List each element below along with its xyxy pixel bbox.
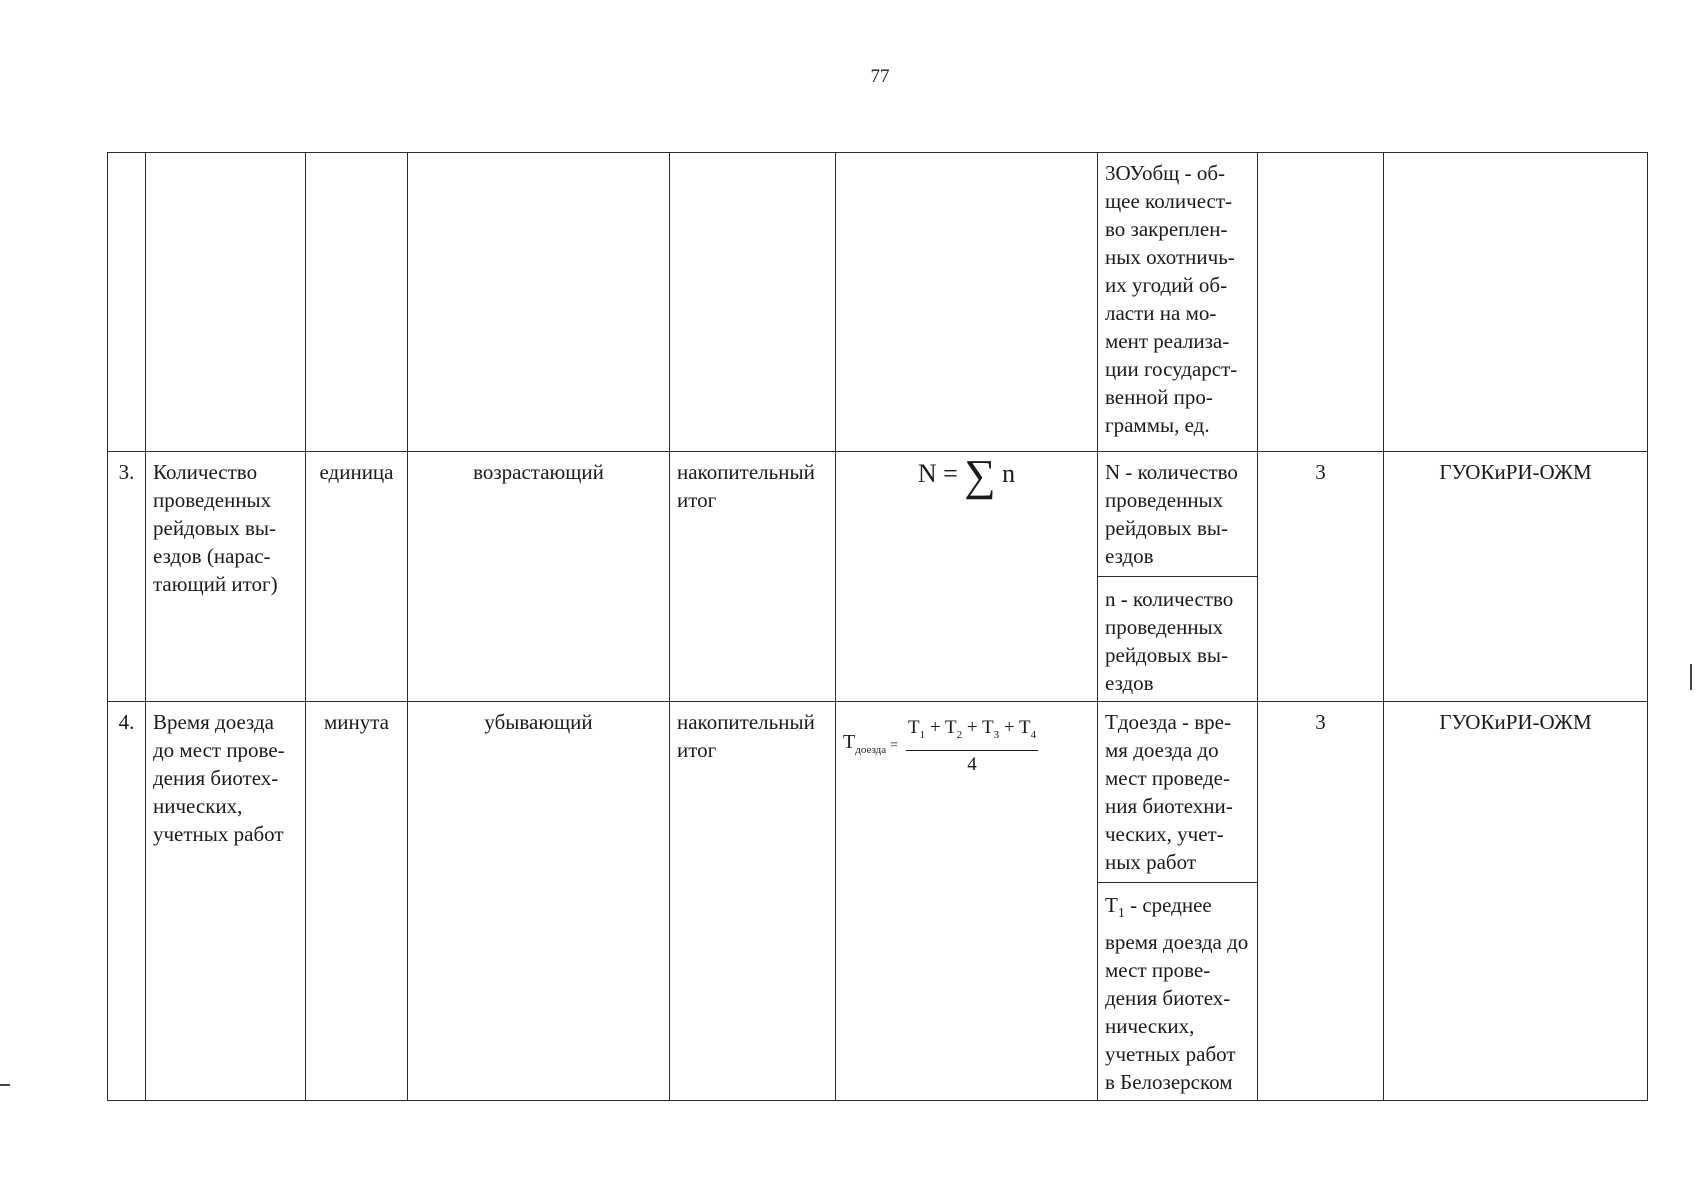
cell-description: 3ОУобщ - об-щее количест-во закреплен-ных охотничь-их угодий об-ласти на мо-мент реализа-ции государст-венной про-граммы, ед.	[1098, 153, 1258, 452]
description-part: n - количество проведенных рейдовых вы-ездов	[1105, 587, 1234, 695]
formula-lhs: N	[917, 459, 937, 488]
description-part: $T_1$ - среднее время доезда до мест прове-дения биотех-нических, учетных работ в Белозерском	[1105, 893, 1249, 1095]
cell-empty	[1384, 153, 1648, 452]
indicator-name: Количество проведенных рейдовых вы-ездов (нарас-тающий итог)	[146, 452, 306, 702]
code-cell: 3	[1258, 702, 1384, 1101]
description-cell	[1098, 452, 1258, 702]
unit-cell: единица	[306, 452, 408, 702]
row-number: 3.	[108, 452, 146, 702]
row-number: 4.	[108, 702, 146, 1101]
sigma-symbol: ∑	[964, 451, 996, 500]
formula-rhs: n	[1002, 459, 1016, 488]
formula-eq: =	[943, 459, 958, 488]
description-part: N - количество проведенных рейдовых вы-ездов	[1098, 452, 1257, 577]
table-row	[108, 702, 1648, 1101]
cell-empty	[108, 153, 146, 452]
scan-mark	[0, 1084, 10, 1086]
agency-cell: ГУОКиРИ-ОЖМ	[1384, 452, 1648, 702]
cell-empty	[1258, 153, 1384, 452]
cell-empty	[670, 153, 836, 452]
cell-empty	[306, 153, 408, 452]
trend-cell: возрастающий	[408, 452, 670, 702]
formula-eq: =	[890, 738, 898, 754]
formula-cell	[836, 452, 1098, 702]
table-row-continued	[108, 153, 1648, 452]
type-cell: накопительный итог	[670, 452, 836, 702]
indicator-name: Время доезда до мест прове-дения биотех-нических, учетных работ	[146, 702, 306, 1101]
fraction-numerator: $T_1 + T_2 + T_3 + T_4$	[906, 714, 1038, 751]
formula-cell	[836, 702, 1098, 1101]
table-row	[108, 452, 1648, 702]
trend-cell: убывающий	[408, 702, 670, 1101]
description-cell	[1098, 702, 1258, 1101]
cell-empty	[836, 153, 1098, 452]
agency-cell: ГУОКиРИ-ОЖМ	[1384, 702, 1648, 1101]
cell-empty	[408, 153, 670, 452]
page-number: 77	[870, 66, 890, 87]
average-formula	[843, 708, 1090, 779]
description-part: Tдоезда - вре-мя доезда до мест проведе-ния биотехни-ческих, учет-ных работ	[1098, 702, 1257, 883]
formula-lhs: $T_{доезда}$	[843, 731, 887, 757]
type-cell: накопительный итог	[670, 702, 836, 1101]
scan-mark	[1690, 664, 1692, 690]
code-cell: 3	[1258, 452, 1384, 702]
indicator-table	[107, 152, 1648, 1101]
sum-formula	[843, 451, 1090, 500]
fraction-denominator: 4	[967, 753, 977, 775]
unit-cell: минута	[306, 702, 408, 1101]
cell-empty	[146, 153, 306, 452]
fraction	[906, 714, 1038, 779]
